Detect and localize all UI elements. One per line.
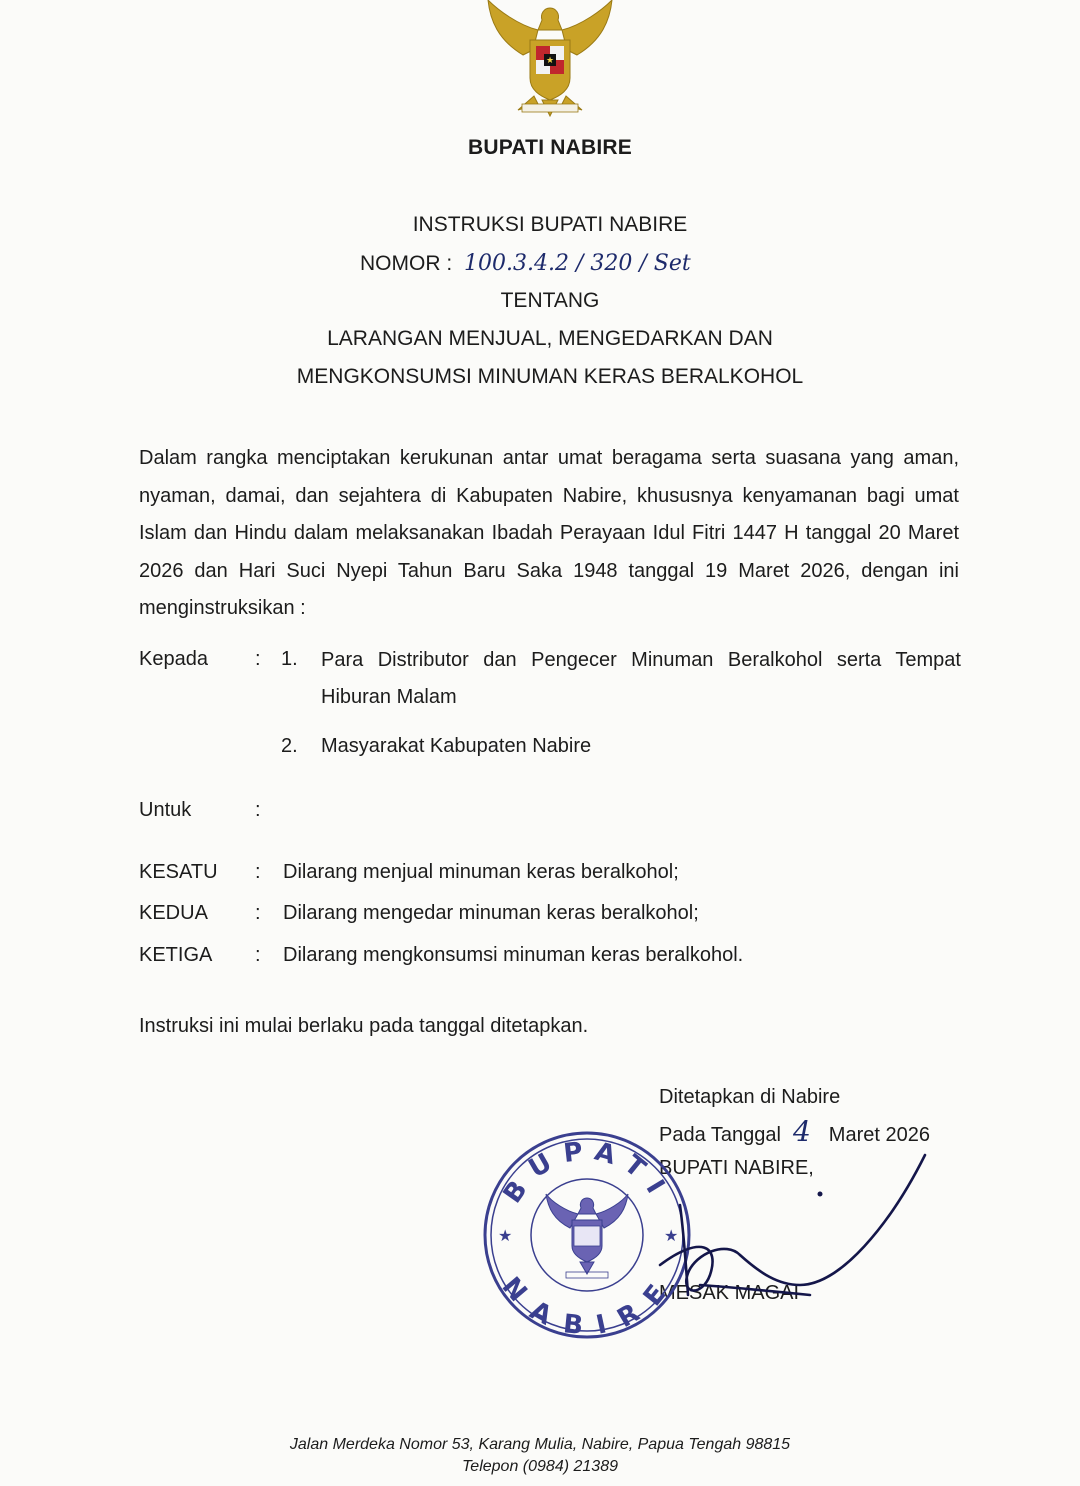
directive-kedua-text: Dilarang mengedar minuman keras beralkohol; (283, 902, 699, 924)
kepada-item-2-text: Masyarakat Kabupaten Nabire (321, 735, 592, 757)
date-day-handwritten: 4 (792, 1115, 811, 1148)
kepada-colon: : (255, 648, 261, 670)
kepada-label: Kepada (139, 648, 208, 670)
intro-paragraph: Dalam rangka menciptakan kerukunan antar umat beragama serta suasana yang aman, nyaman, damai, dan sejahtera di Kabupaten Nabire, khususnya kenyamanan bagi umat Islam dan Hindu dalam melaksanakan Ibadah Perayaan Idul Fitri 1447 H tanggal 20 Maret 2026 dan Hari Suci Nyepi Tahun Baru Saka 1948 tanggal 19 Maret 2026, dengan ini menginstruksikan : (139, 447, 959, 619)
date-month-year: Maret 2026 (828, 1124, 930, 1146)
closing-statement: Instruksi ini mulai berlaku pada tanggal ditetapkan. (139, 1015, 589, 1037)
kepada-item-2-number: 2. (281, 735, 298, 757)
signature-place: Ditetapkan di Nabire (659, 1086, 841, 1108)
footer-phone: Telepon (0984) 21389 (462, 1458, 618, 1475)
directive-kesatu-colon: : (255, 861, 261, 883)
signatory-name: MESAK MAGAI (659, 1282, 800, 1304)
date-label: Pada Tanggal (659, 1124, 781, 1146)
stamp-top-text: BUPATI (497, 1136, 677, 1209)
stamp-bottom-text: NABIRE (495, 1271, 679, 1342)
svg-text:★: ★ (545, 56, 555, 66)
signature-date-line (659, 1115, 930, 1148)
nomor-label: NOMOR : (360, 252, 453, 275)
signatory-title: BUPATI NABIRE, (659, 1157, 814, 1179)
instruction-title: INSTRUKSI BUPATI NABIRE (412, 213, 688, 236)
subject-line-1: LARANGAN MENJUAL, MENGEDARKAN DAN (327, 327, 773, 350)
directive-kesatu-text: Dilarang menjual minuman keras beralkohol; (283, 861, 679, 883)
directive-kedua-colon: : (255, 902, 261, 924)
garuda-emblem-icon (478, 0, 623, 118)
kepada-item-1-number: 1. (281, 648, 298, 670)
nomor-line (360, 251, 691, 276)
handwritten-signature-icon (640, 1145, 940, 1315)
directive-kesatu-label: KESATU (139, 861, 218, 883)
directive-ketiga-colon: : (255, 944, 261, 966)
untuk-label: Untuk (139, 799, 192, 821)
tentang-heading: TENTANG (500, 289, 600, 312)
kepada-item-1-text: Para Distributor dan Pengecer Minuman Beralkohol serta Tempat Hiburan Malam (321, 649, 961, 708)
nomor-handwritten-value: 100.3.4.2 / 320 / Set (464, 251, 691, 276)
svg-text:★: ★ (498, 1226, 513, 1245)
svg-text:★: ★ (664, 1226, 679, 1245)
subject-line-2: MENGKONSUMSI MINUMAN KERAS BERALKOHOL (296, 365, 804, 388)
office-heading: BUPATI NABIRE (468, 136, 632, 159)
directive-kedua-label: KEDUA (139, 902, 208, 924)
untuk-colon: : (255, 799, 261, 821)
directive-ketiga-label: KETIGA (139, 944, 213, 966)
directive-ketiga-text: Dilarang mengkonsumsi minuman keras beralkohol. (283, 944, 744, 966)
footer-address: Jalan Merdeka Nomor 53, Karang Mulia, Nabire, Papua Tengah 98815 (289, 1436, 791, 1453)
